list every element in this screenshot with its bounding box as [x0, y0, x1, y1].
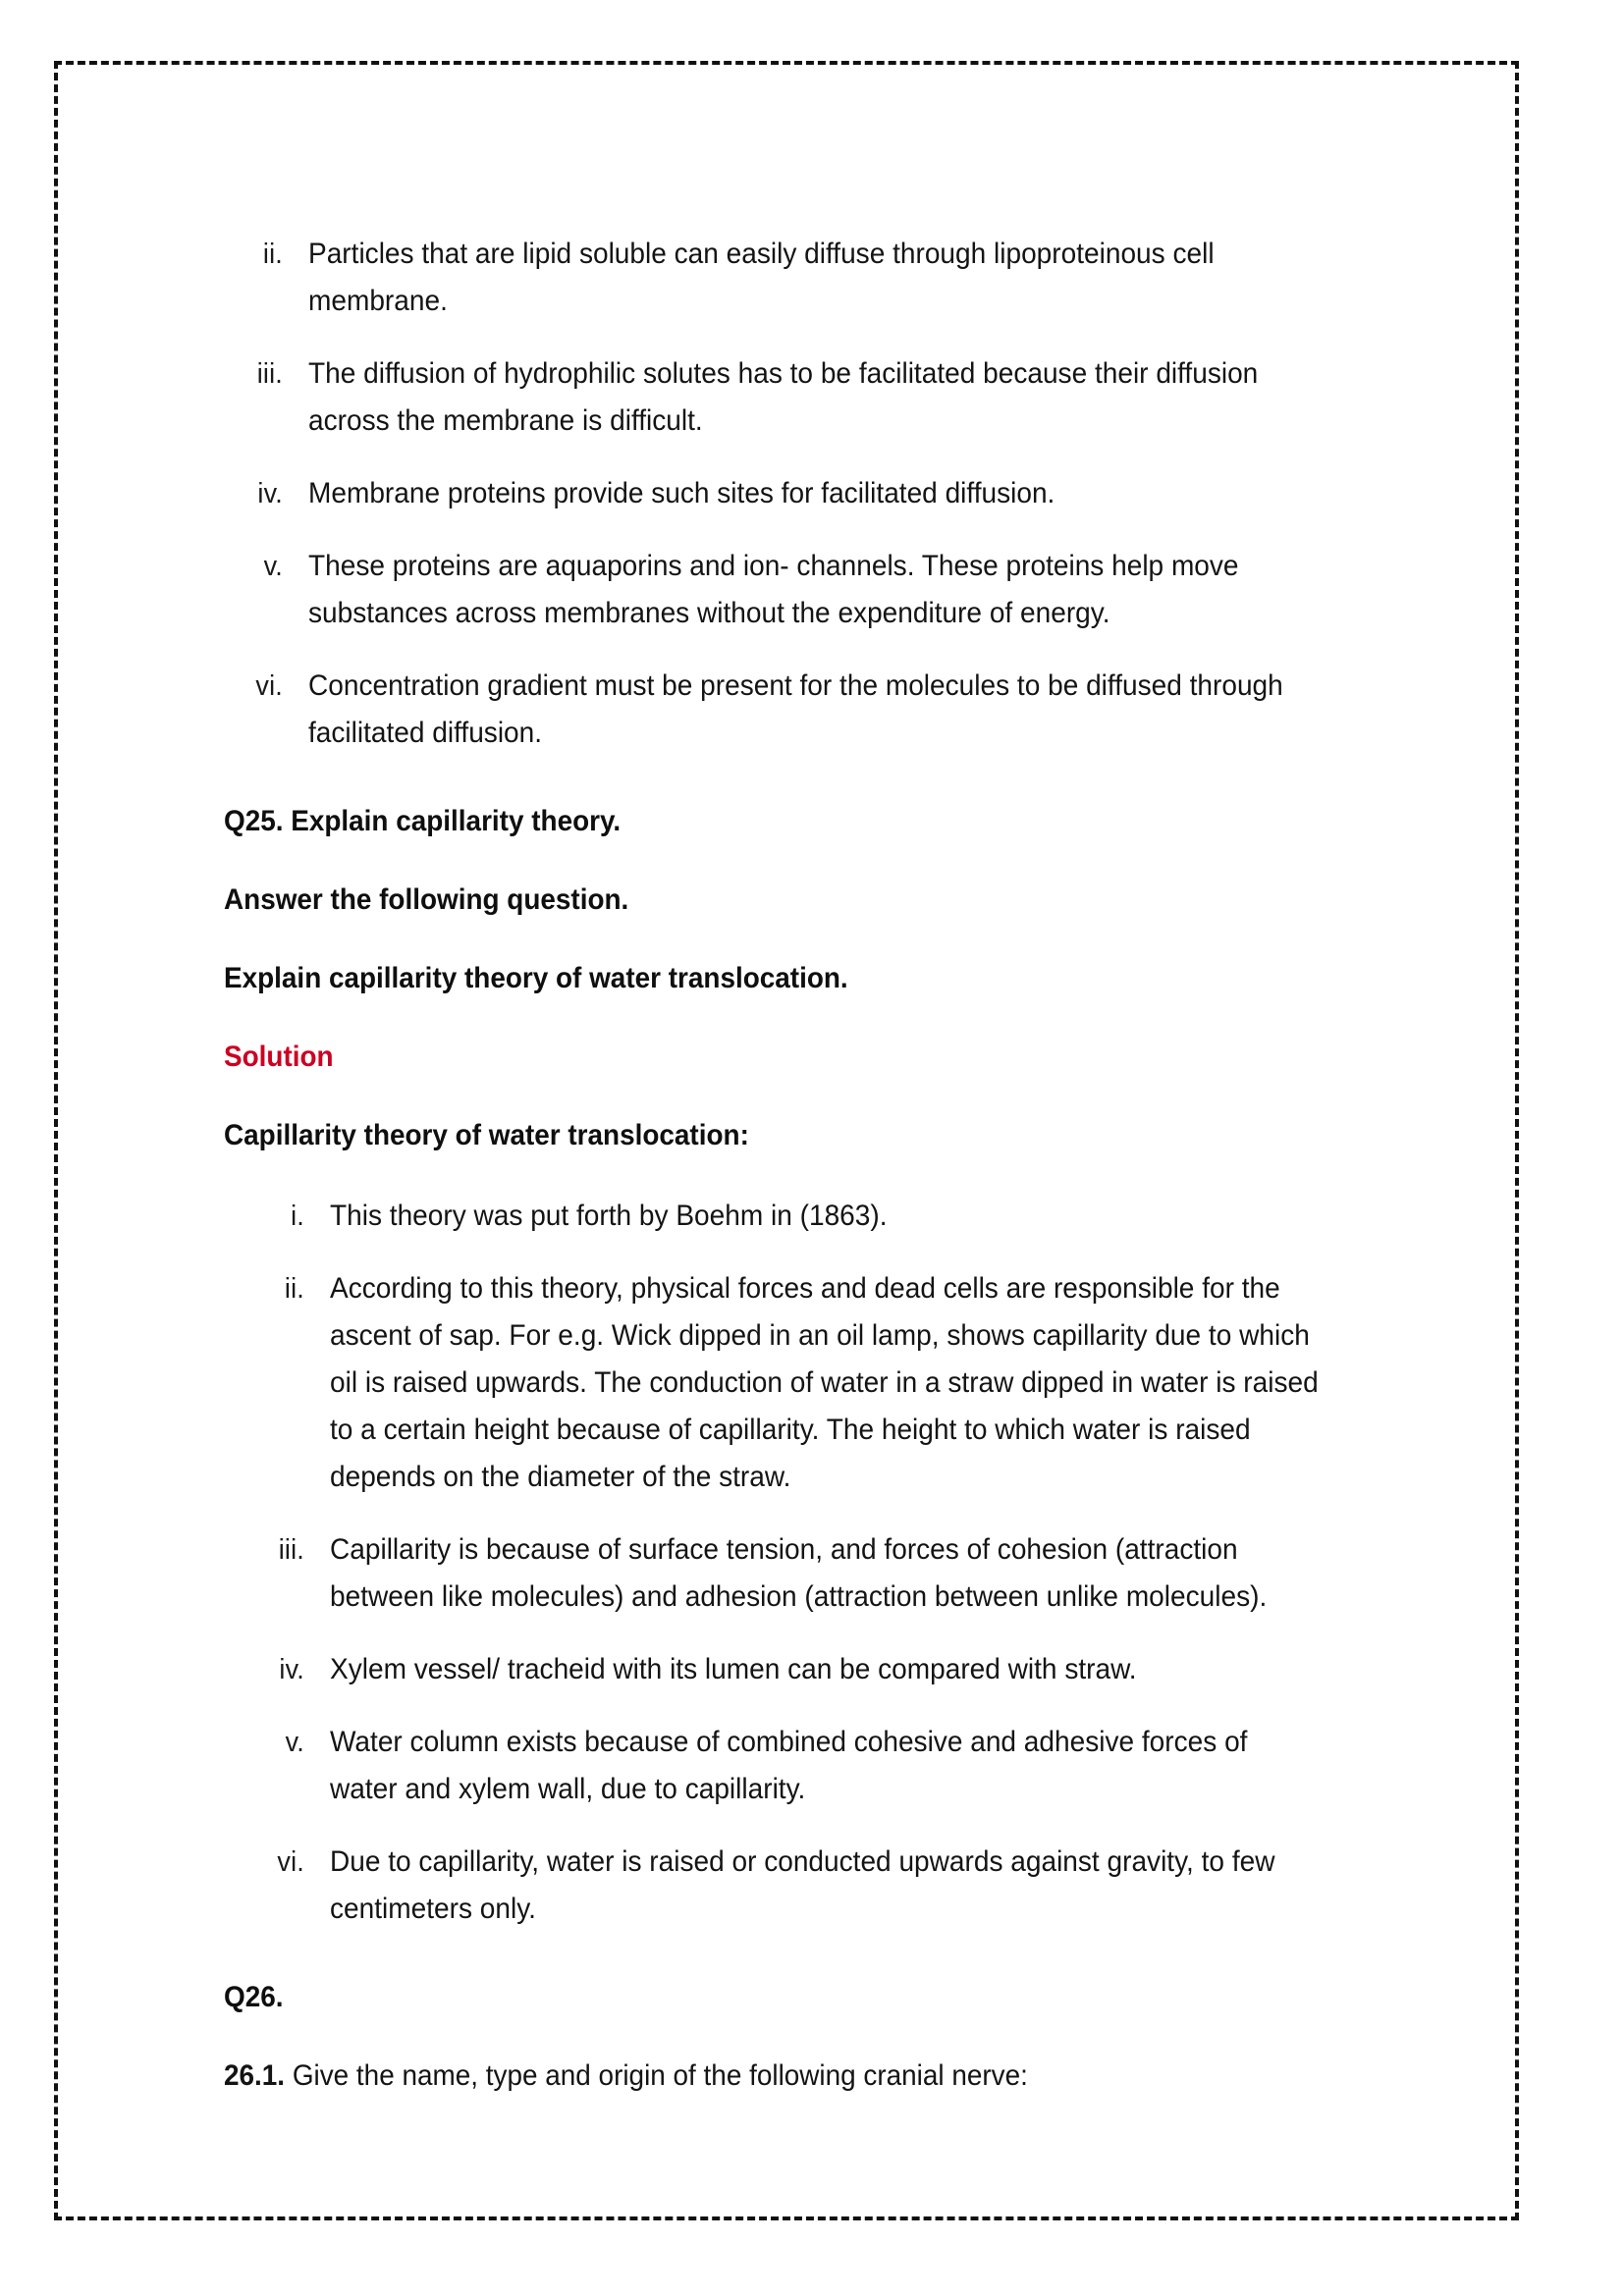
list-item: [247, 1646, 1387, 1693]
list-item: [232, 470, 1387, 517]
solution-label: Solution: [224, 1041, 334, 1073]
solution-heading: Capillarity theory of water translocation:: [224, 1119, 749, 1151]
list-item-text: Particles that are lipid soluble can easily diffuse through lipoproteinous cell membrane.: [308, 238, 1215, 317]
list-item-numeral: ii.: [284, 1273, 304, 1305]
list-item-text: Due to capillarity, water is raised or conducted upwards against gravity, to few centimeters only.: [330, 1845, 1275, 1925]
q26-heading: Q26.: [224, 1981, 284, 2013]
answer-instruction: Answer the following question.: [224, 883, 629, 916]
spacer: [224, 757, 1387, 800]
q26-sub-question: [224, 2055, 1381, 2098]
document-content: [224, 231, 1387, 2098]
q26-sub-text: Give the name, type and origin of the following cranial nerve:: [285, 2059, 1028, 2092]
list-item: [232, 231, 1387, 325]
spacer: [224, 2019, 1387, 2055]
list-item-text: Capillarity is because of surface tension, and forces of cohesion (attraction between like molecules) and adhesion (attraction between unlike molecules).: [330, 1533, 1268, 1613]
list-item-numeral: vi.: [277, 1846, 304, 1878]
list-item: [247, 1839, 1387, 1933]
list-item: [247, 1193, 1387, 1240]
spacer: [224, 843, 1387, 879]
list-item: [247, 1265, 1387, 1501]
list-item-numeral: iii.: [278, 1534, 304, 1566]
list-item: [232, 543, 1387, 637]
list-item-numeral: v.: [263, 551, 283, 582]
q26-sub-number: 26.1.: [224, 2059, 286, 2092]
q25-question-restated: Explain capillarity theory of water translocation.: [224, 962, 848, 994]
q25-question-heading: Q25. Explain capillarity theory.: [224, 805, 622, 837]
list-item: [247, 1526, 1387, 1621]
list-item-text: Membrane proteins provide such sites for facilitated diffusion.: [308, 477, 1055, 509]
list-item-text: Xylem vessel/ tracheid with its lumen can be compared with straw.: [330, 1653, 1137, 1685]
spacer: [224, 922, 1387, 957]
list-item-numeral: vi.: [255, 670, 283, 702]
list-item-numeral: iii.: [256, 358, 283, 390]
spacer: [224, 1000, 1387, 1036]
list-item-text: These proteins are aquaporins and ion- channels. These proteins help move substances across membranes without the expenditure of energy.: [308, 550, 1239, 629]
list-item-numeral: iv.: [257, 478, 283, 509]
list-item-text: The diffusion of hydrophilic solutes has to be facilitated because their diffusion across the membrane is difficult.: [308, 357, 1259, 437]
list-item: [247, 1719, 1387, 1813]
list-item-numeral: i.: [291, 1201, 304, 1232]
list-item: [232, 663, 1387, 757]
spacer: [224, 1933, 1387, 1976]
list-item-numeral: iv.: [279, 1654, 304, 1685]
capillarity-theory-list: [247, 1193, 1387, 1933]
list-item-numeral: v.: [285, 1727, 304, 1758]
list-item-numeral: ii.: [262, 239, 283, 270]
spacer: [224, 1157, 1387, 1193]
spacer: [224, 1079, 1387, 1114]
list-item-text: Concentration gradient must be present for the molecules to be diffused through facilitated diffusion.: [308, 669, 1283, 749]
list-item-text: According to this theory, physical forces and dead cells are responsible for the ascent of sap. For e.g. Wick dipped in an oil lamp, shows capillarity due to which oil is raised upwards. The conduction of water in a straw dipped in water is raised to a certain height because of capillarity. The height to which water is raised depends on the diameter of the straw.: [330, 1272, 1319, 1493]
list-item: [232, 350, 1387, 445]
list-item-text: This theory was put forth by Boehm in (1863).: [330, 1200, 888, 1232]
facilitated-diffusion-list: [232, 231, 1387, 757]
list-item-text: Water column exists because of combined cohesive and adhesive forces of water and xylem wall, due to capillarity.: [330, 1726, 1248, 1805]
